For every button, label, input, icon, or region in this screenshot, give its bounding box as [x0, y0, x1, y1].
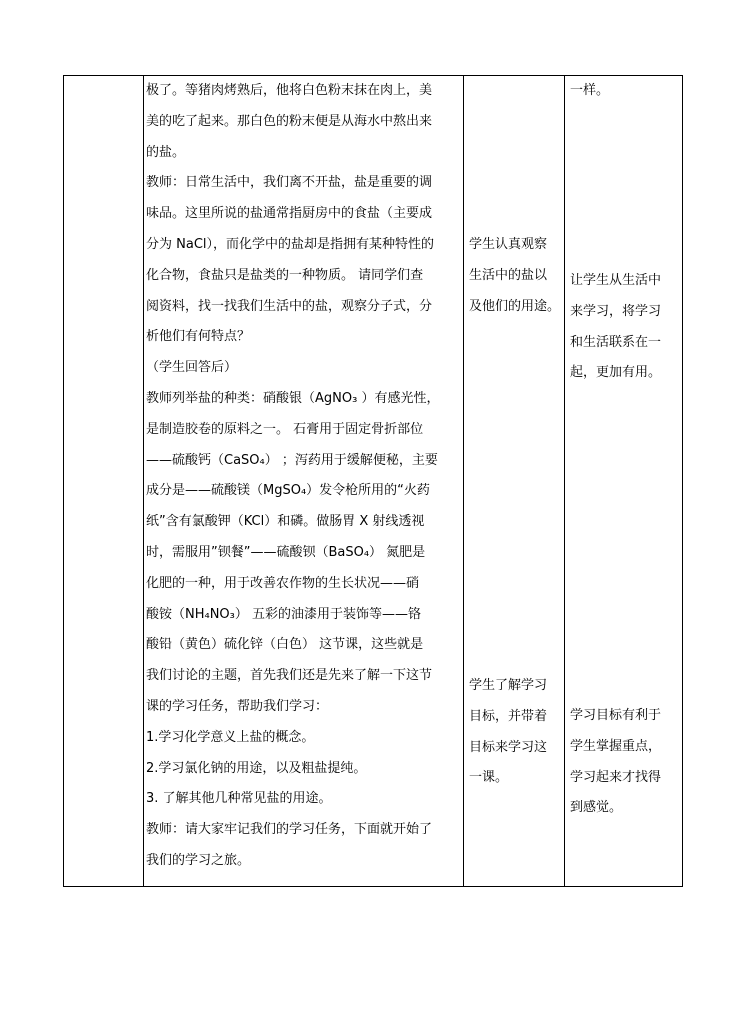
text-line: 阅资料，找一找我们生活中的盐，观察分子式，分 — [146, 298, 433, 314]
teacher-activity-cell — [146, 76, 462, 877]
text-line: ——硫酸钙（CaSO₄） ；泻药用于缓解便秘，主要 — [146, 452, 438, 468]
text-line: 目标来学习这 — [469, 739, 548, 755]
text-line: 时，需服用”钡餐”——硫酸钡（BaSO₄） 氮肥是 — [146, 544, 426, 560]
text-line: 一课。 — [469, 770, 509, 786]
text-line: 化肥的一种，用于改善农作物的生长状况——硝 — [146, 575, 420, 591]
text-line: 是制造胶卷的原料之一。 石膏用于固定骨折部位 — [146, 421, 424, 437]
column-divider — [564, 76, 565, 886]
text-line: 让学生从生活中 — [570, 273, 662, 288]
text-line: 一样。 — [570, 83, 610, 98]
text-line: 到感觉。 — [570, 800, 623, 816]
text-line: 生活中的盐以 — [469, 267, 548, 283]
lesson-table — [63, 75, 683, 887]
student-activity-goals — [469, 671, 563, 794]
text-line: 3. 了解其他几种常见盐的用途。 — [146, 791, 332, 807]
text-line: 课的学习任务，帮助我们学习： — [146, 698, 329, 714]
text-line: 教师列举盐的种类：硝酸银（AgNO₃ ）有感光性， — [146, 390, 440, 406]
text-line: 及他们的用途。 — [469, 298, 561, 314]
text-line: 学生了解学习 — [469, 678, 548, 693]
text-line: 来学习，将学习 — [570, 303, 662, 319]
text-line: 味品。这里所说的盐通常指厨房中的食盐（主要成 — [146, 206, 433, 222]
text-line: 酸铅（黄色）硫化锌（白色） 这节课，这些就是 — [146, 637, 424, 653]
text-line: 学习目标有利于 — [570, 708, 662, 723]
text-line: 起，更加有用。 — [570, 365, 662, 381]
text-line: 我们的学习之旅。 — [146, 852, 251, 868]
text-line: 学习起来才找得 — [570, 769, 662, 785]
text-line: 2.学习氯化钠的用途，以及粗盐提纯。 — [146, 760, 367, 776]
text-line: 和生活联系在一 — [570, 334, 662, 350]
text-line: （学生回答后） — [146, 360, 238, 376]
text-line: 成分是——硫酸镁（MgSO₄）发令枪所用的“火药 — [146, 483, 430, 499]
text-line: 1.学习化学意义上盐的概念。 — [146, 729, 315, 745]
text-line: 学生掌握重点， — [570, 738, 662, 754]
text-line: 教师：请大家牢记我们的学习任务，下面就开始了 — [146, 822, 433, 838]
text-line: 析他们有何特点？ — [146, 329, 251, 345]
design-purpose-life — [570, 266, 680, 389]
text-line: 极了。等猪肉烤熟后，他将白色粉末抹在肉上，美 — [146, 83, 433, 98]
column-divider — [143, 76, 144, 886]
text-line: 目标，并带着 — [469, 708, 548, 724]
design-purpose-continued — [570, 76, 680, 107]
text-line: 分为 NaCl），而化学中的盐却是指拥有某种特性的 — [146, 236, 435, 252]
text-line: 教师：日常生活中，我们离不开盐，盐是重要的调 — [146, 175, 433, 191]
student-activity-observe — [469, 230, 563, 322]
text-line: 美的吃了起来。那白色的粉末便是从海水中熬出来 — [146, 113, 433, 129]
text-line: 学生认真观察 — [469, 237, 548, 252]
text-line: 的盐。 — [146, 144, 186, 160]
text-line: 酸铵（NH₄NO₃） 五彩的油漆用于装饰等——铬 — [146, 606, 422, 622]
text-line: 纸”含有氯酸钾（KCl）和磷。做肠胃 X 射线透视 — [146, 514, 425, 530]
text-line: 化合物，食盐只是盐类的一种物质。 请同学们查 — [146, 267, 424, 283]
text-line: 我们讨论的主题，首先我们还是先来了解一下这节 — [146, 668, 433, 684]
design-purpose-goals — [570, 701, 680, 824]
column-divider — [463, 76, 464, 886]
